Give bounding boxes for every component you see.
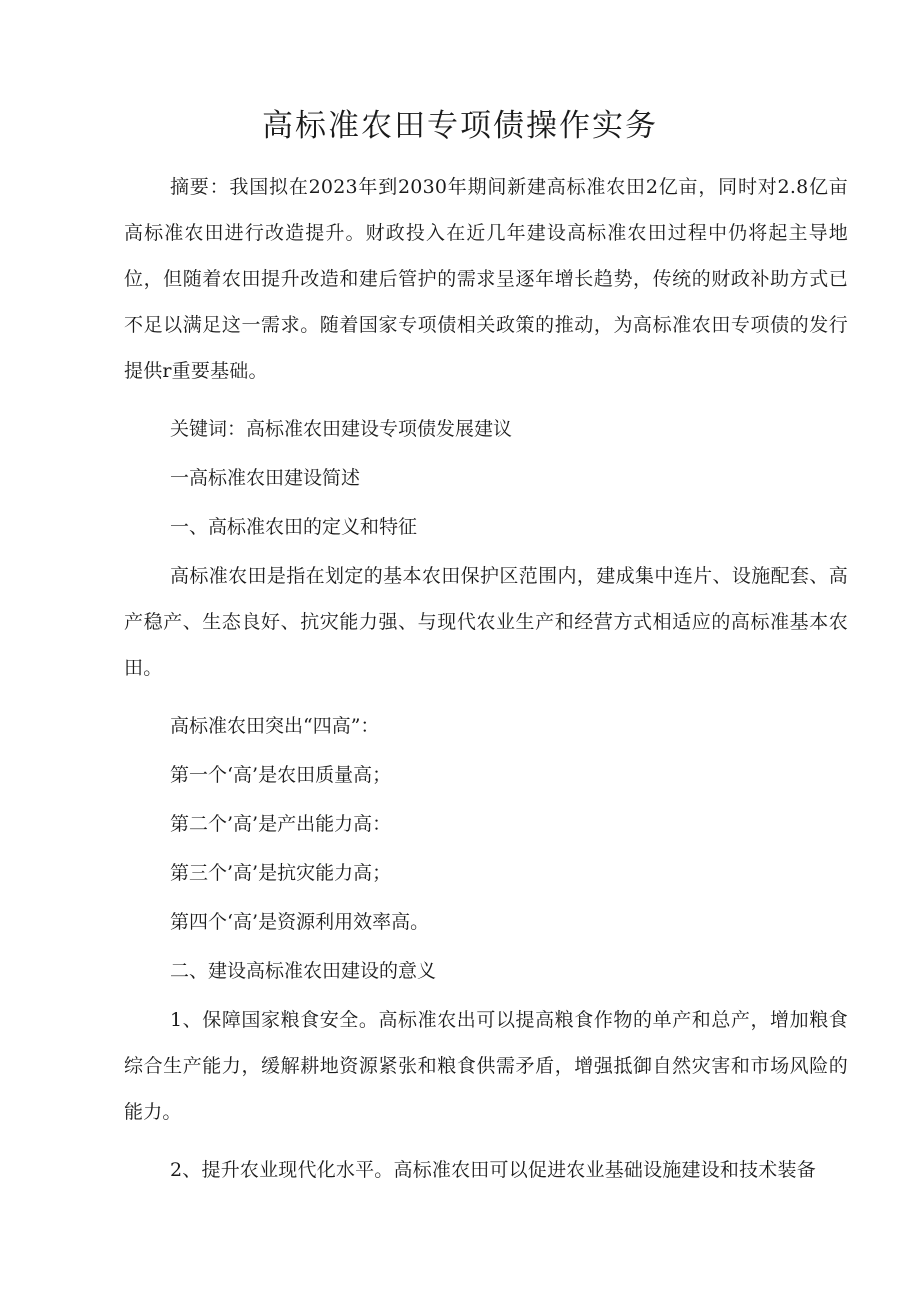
- section-heading-definition: 一、高标准农田的定义和特征: [170, 516, 418, 538]
- document-body: [124, 164, 848, 1205]
- significance-point-2: 2、提升农业现代化水平。高标准农田可以促进农业基础设施建设和技术装备: [170, 1159, 816, 1181]
- chapter-heading: 一高标准农田建设简述: [170, 467, 361, 489]
- definition-paragraph: 高标准农田是指在划定的基本农田保护区范围内，建成集中连片、设施配套、高产稳产、生态良好、抗灾能力强、与现代农业生产和经营方式相适应的高标准基本农田。: [124, 565, 848, 679]
- four-high-item-4: 第四个‘高’是资源利用效率高。: [170, 911, 430, 933]
- four-high-item-2: 第二个’高’是产出能力高：: [170, 813, 392, 835]
- four-high-intro: 高标准农田突出“四高”：: [170, 715, 380, 737]
- abstract-paragraph: 摘要：我国拟在2023年到2030年期间新建高标准农田2亿亩，同时对2.8亿亩高标准农田进行改造提升。财政投入在近几年建设高标准农田过程中仍将起主导地位，但随着农田提升改造和建后管护的需求呈逐年增长趋势，传统的财政补助方式已不足以满足这一需求。随着国家专项债相关政策的推动，为高标准农田专项债的发行提供r重要基础。: [124, 176, 848, 382]
- four-high-item-3: 第三个’高’是抗灾能力高；: [170, 862, 392, 884]
- document-title: 高标准农田专项债操作实务: [262, 108, 658, 144]
- four-high-item-1: 第一个‘高’是农田质量高；: [170, 764, 392, 786]
- keywords-line: 关键词：高标准农田建设专项债发展建议: [170, 418, 513, 440]
- significance-point-1: 1、保障国家粮食安全。高标准农出可以提高粮食作物的单产和总产，增加粮食综合生产能力，缓解耕地资源紧张和粮食供需矛盾，增强抵御自然灾害和市场风险的能力。: [124, 1009, 848, 1123]
- section-heading-significance: 二、建设高标准农田建设的意义: [170, 960, 437, 982]
